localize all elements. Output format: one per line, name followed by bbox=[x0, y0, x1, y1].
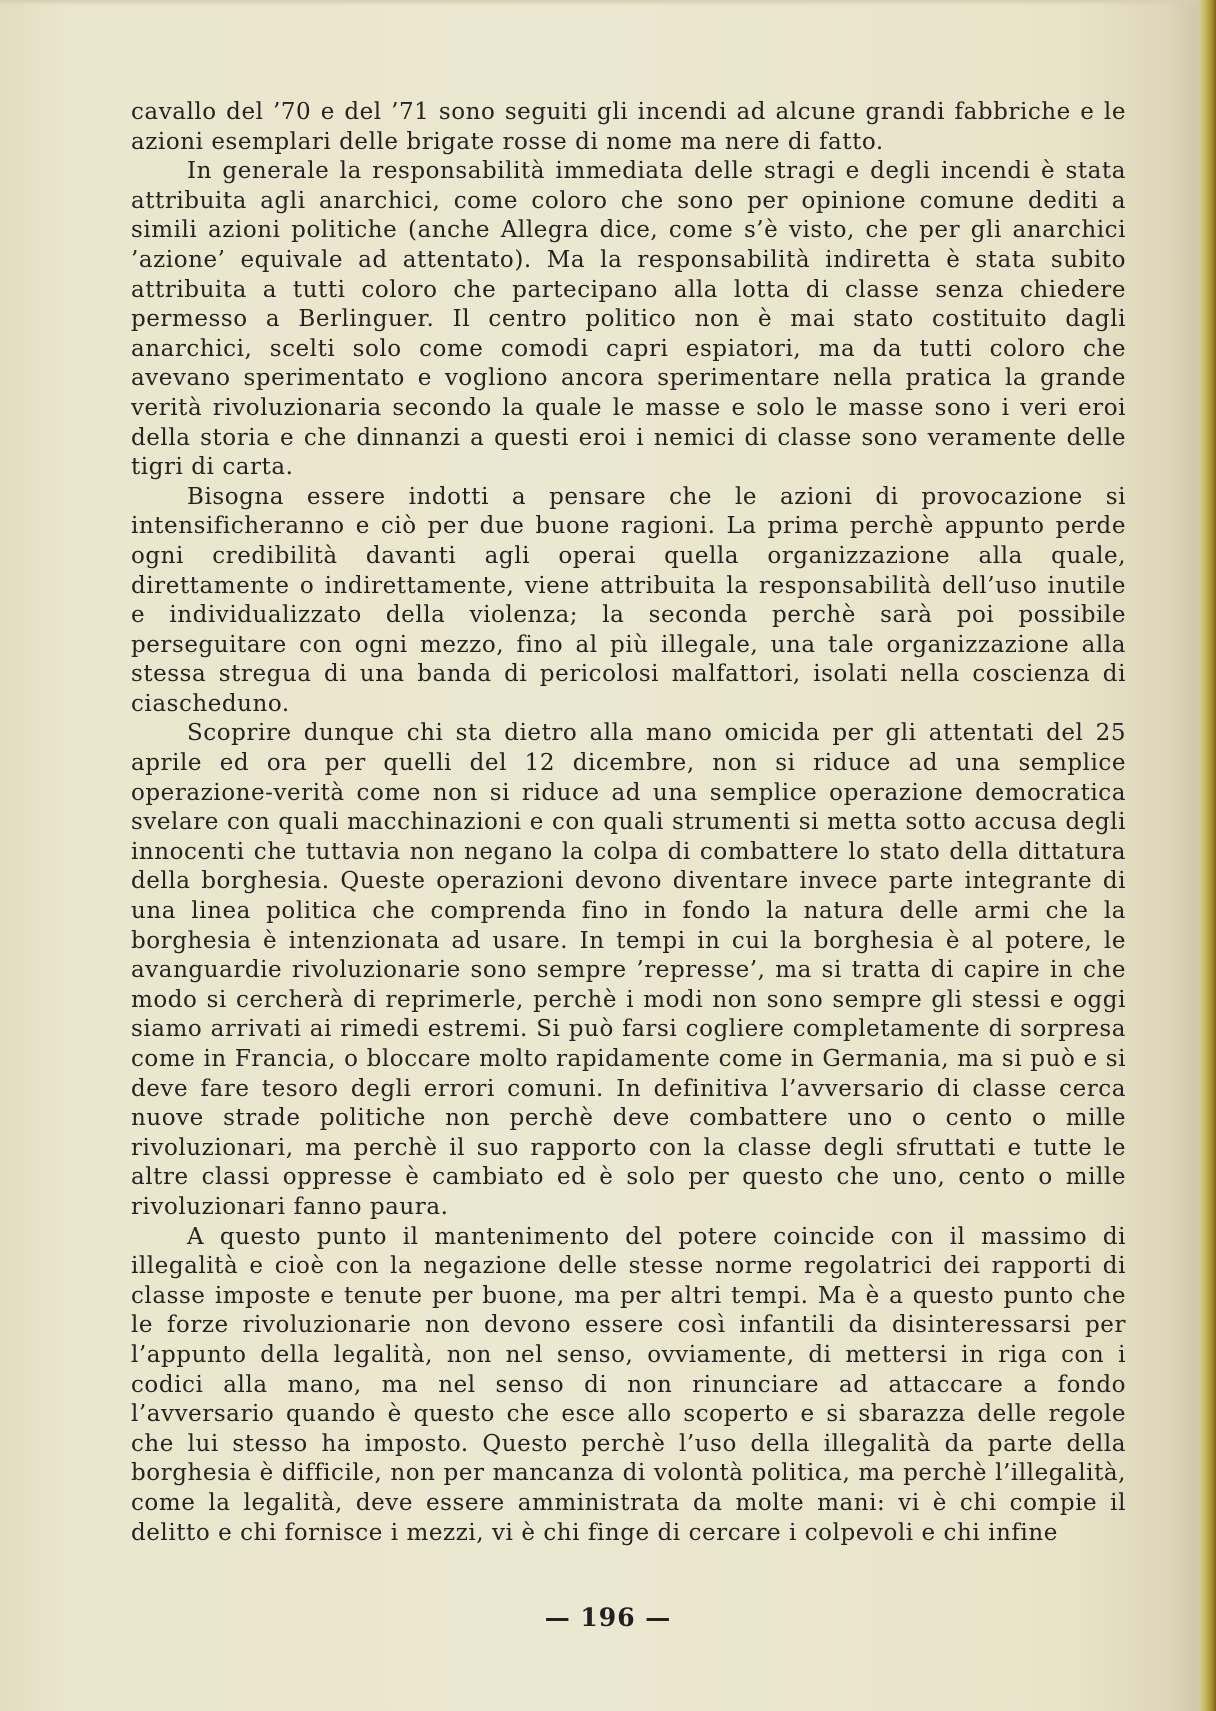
paragraph: In generale la responsabilità immediata delle stragi e degli incendi è stata attribuita agli anarchici, come coloro che sono per opinione comune dediti a simili azioni politiche (anche Allegra dice, come s’è visto, che per gli anarchici ’azione’ equivale ad attentato). Ma la responsabilità indiretta è stata subito attribuita a tutti coloro che partecipano alla lotta di classe senza chiedere permesso a Berlinguer. Il centro politico non è mai stato costituito dagli anarchici, scelti solo come comodi capri espiatori, ma da tutti coloro che avevano sperimentato e vogliono ancora sperimentare nella pratica la grande verità rivoluzionaria secondo la quale le masse e solo le masse sono i veri eroi della storia e che dinnanzi a questi eroi i nemici di classe sono veramente delle tigri di carta. bbox=[131, 158, 1126, 481]
page-top-shadow bbox=[0, 0, 1216, 6]
page-number: — 196 — bbox=[544, 1603, 672, 1632]
paragraph: A questo punto il mantenimento del potere coincide con il massimo di illegalità e cioè con la negazione delle stesse norme regolatrici dei rapporti di classe imposte e tenute per buone, ma per altri tempi. Ma è a questo punto che le forze rivoluzionarie non devono essere così infantili da disinteressarsi per l’appunto della legalità, non nel senso, ovviamente, di mettersi in riga con i codici alla mano, ma nel senso di non rinunciare ad attaccare a fondo l’avversario quando è questo che esce allo scoperto e si sbarazza delle regole che lui stesso ha imposto. Questo perchè l’uso della illegalità da parte della borghesia è difficile, non per mancanza di volontà politica, ma perchè l’illegalità, come la legalità, deve essere amministrata da molte mani: vi è chi compie il delitto e chi fornisce i mezzi, vi è chi finge di cercare i colpevoli e chi infine bbox=[131, 1223, 1126, 1546]
body-text bbox=[131, 98, 1126, 1548]
paragraph-continued: cavallo del ’70 e del ’71 sono seguiti gli incendi ad alcune grandi fabbriche e le azioni esemplari delle brigate rosse di nome ma nere di fatto. bbox=[131, 99, 1126, 155]
page-edge-binding bbox=[1198, 0, 1216, 1711]
paragraph: Scoprire dunque chi sta dietro alla mano omicida per gli attentati del 25 aprile ed ora per quelli del 12 dicembre, non si riduce ad una semplice operazione-verità come non si riduce ad una semplice operazione democratica svelare con quali macchinazioni e con quali strumenti si metta sotto accusa degli innocenti che tuttavia non negano la colpa di combattere lo stato della dittatura della borghesia. Queste operazioni devono diventare invece parte integrante di una linea politica che comprenda fino in fondo la natura delle armi che la borghesia è intenzionata ad usare. In tempi in cui la borghesia è al potere, le avanguardie rivoluzionarie sono sempre ’represse’, ma si tratta di capire in che modo si cercherà di reprimerle, perchè i modi non sono sempre gli stessi e oggi siamo arrivati ai rimedi estremi. Si può farsi cogliere completamente di sorpresa come in Francia, o bloccare molto rapidamente come in Germania, ma si può e si deve fare tesoro degli errori comuni. In definitiva l’avversario di classe cerca nuove strade politiche non perchè deve combattere uno o cento o mille rivoluzionari, ma perchè il suo rapporto con la classe degli sfruttati e tutte le altre classi oppresse è cambiato ed è solo per questo che uno, cento o mille rivoluzionari fanno paura. bbox=[131, 720, 1126, 1220]
paragraph: Bisogna essere indotti a pensare che le azioni di provocazione si intensificheranno e ciò per due buone ragioni. La prima perchè appunto perde ogni credibilità davanti agli operai quella organizzazione alla quale, direttamente o indirettamente, viene attribuita la responsabilità dell’uso inutile e individualizzato della violenza; la seconda perchè sarà poi possibile perseguitare con ogni mezzo, fino al più illegale, una tale organizzazione alla stessa stregua di una banda di pericolosi malfattori, isolati nella coscienza di ciascheduno. bbox=[131, 483, 1126, 717]
